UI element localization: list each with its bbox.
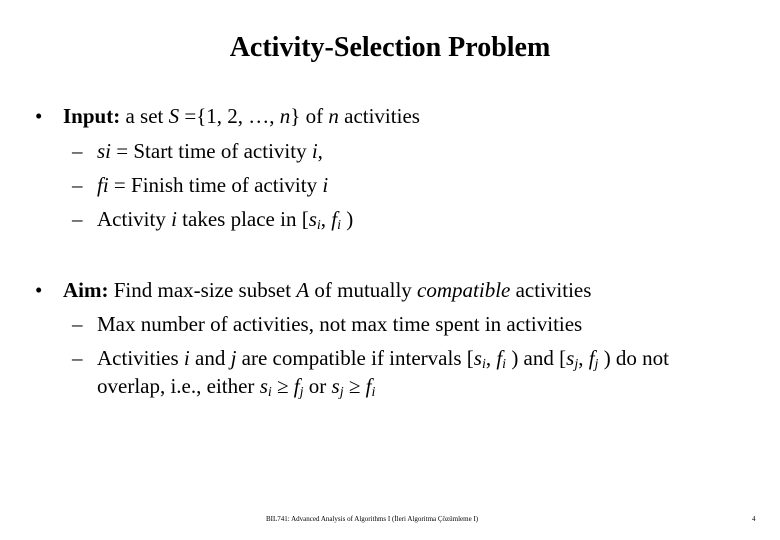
bullet-mark: •: [35, 278, 43, 302]
max-number-line: – Max number of activities, not max time spent in activities: [72, 312, 583, 336]
bullet-mark: •: [35, 104, 43, 128]
footer-course-title: BIL741: Advanced Analysis of Algorithms I (İleri Algoritma Çözümleme I): [266, 515, 479, 523]
finish-time-line: – fi = Finish time of activity i: [72, 173, 329, 197]
start-time-line: – si = Start time of activity i,: [72, 139, 323, 163]
slide-title: Activity-Selection Problem: [229, 32, 551, 63]
dash-mark: –: [72, 346, 83, 370]
dash-mark: –: [72, 312, 83, 336]
compatible-definition-line: – Activities i and j are compatible if intervals [$s_i$, $f_i$ ) and [$s_j$, $f_j$ ) do not: [72, 346, 670, 372]
overlap-condition-line: overlap, i.e., either $s_i \ge f_j$ or $s_j \ge f_i$: [97, 374, 376, 400]
dash-mark: –: [72, 207, 83, 231]
input-bullet-line: • Input: a set S ={1, 2, …, n} of n activities: [35, 104, 420, 128]
page-number: 4: [752, 515, 756, 523]
activity-interval-line: – Activity i takes place in [$s_i$, $f_i$ ): [72, 207, 354, 233]
input-label: Input:: [63, 104, 121, 128]
dash-mark: –: [72, 139, 83, 163]
dash-mark: –: [72, 173, 83, 197]
aim-bullet-line: • Aim: Find max-size subset A of mutually compatible activities: [35, 278, 592, 302]
aim-label: Aim:: [63, 278, 109, 302]
